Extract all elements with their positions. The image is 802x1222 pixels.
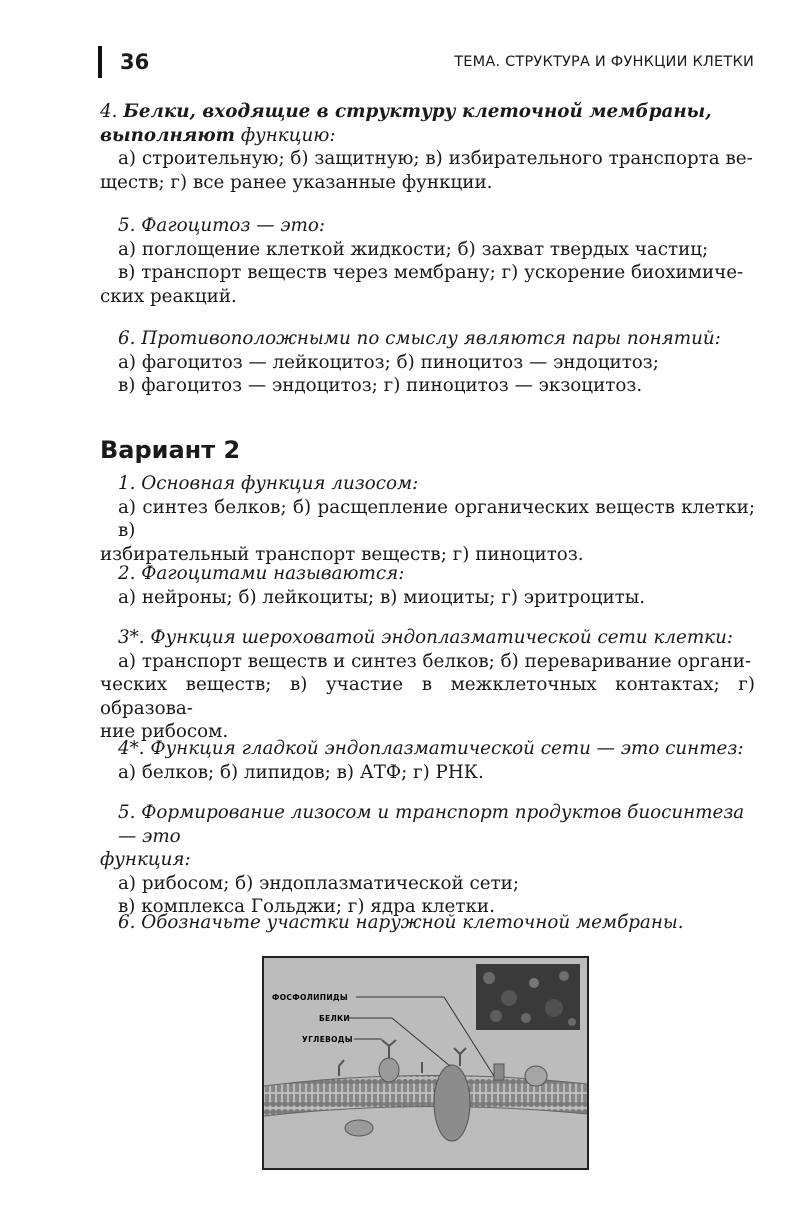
question-text: 5. Фагоцитоз — это: (118, 215, 326, 236)
answer-options: а) рибосом; б) эндоплазматической сети; в) комплекса Гольджи; г) ядра клетки. (118, 872, 519, 917)
question-block-5 (100, 214, 755, 308)
peripheral-protein (379, 1058, 399, 1082)
variant2-question-1 (100, 472, 755, 566)
question-block-6 (100, 327, 755, 398)
question-text: 1. Основная функция лизосом: (118, 473, 419, 494)
page-header (98, 44, 758, 80)
question-block-4 (100, 100, 755, 194)
question-text: 2. Фагоцитами называются: (118, 563, 405, 584)
answer-options: а) синтез белков; б) расщепление органических веществ клетки; в) избирательный транспорт веществ; г) пиноцитоз. (100, 496, 755, 565)
running-title: ТЕМА. СТРУКТУРА И ФУНКЦИИ КЛЕТКИ (454, 54, 754, 70)
page-number: 36 (120, 50, 150, 74)
variant-heading: Вариант 2 (100, 436, 241, 464)
answer-options: а) транспорт веществ и синтез белков; б) переваривание органи- ческих веществ; в) участие в межклеточных контактах; г) образова- ние рибосом. (100, 650, 755, 742)
variant2-question-5 (100, 801, 755, 919)
answer-options: а) поглощение клеткой жидкости; б) захват твердых частиц; в) транспорт веществ через мембрану; г) ускорение биохимиче- ских реакций. (100, 238, 744, 307)
membrane-figure (262, 956, 589, 1170)
question-text: 4*. Функция гладкой эндоплазматической сети — это синтез: (118, 738, 744, 759)
answer-options: а) нейроны; б) лейкоциты; в) миоциты; г) эритроциты. (118, 586, 646, 608)
answer-options: а) фагоцитоз — лейкоцитоз; б) пиноцитоз — эндоцитоз; в) фагоцитоз — эндоцитоз; г) пиноцитоз — экзоцитоз. (118, 351, 659, 396)
question-text: 3*. Функция шероховатой эндоплазматической сети клетки: (118, 627, 734, 648)
membrane-illustration (264, 958, 587, 1168)
header-rule (98, 46, 102, 78)
variant2-question-3 (100, 626, 755, 744)
question-text: 4. Белки, входящие в структуру клеточной мембраны, выполняют функцию: (100, 101, 712, 146)
surface-protein (525, 1066, 547, 1086)
variant2-question-2 (100, 562, 755, 609)
integral-protein (434, 1065, 470, 1141)
question-text: 6. Противоположными по смыслу являются пары понятий: (118, 328, 721, 349)
answer-options: а) строительную; б) защитную; в) избирательного транспорта ве- ществ; г) все ранее указанные функции. (100, 148, 753, 193)
inner-protein (345, 1120, 373, 1136)
label-phospholipids: ФОСФОЛИПИДЫ (272, 993, 348, 1002)
question-text: 6. Обозначьте участки наружной клеточной мембраны. (118, 912, 684, 933)
variant2-question-4 (100, 737, 755, 784)
variant2-question-6 (100, 911, 755, 935)
label-proteins: БЕЛКИ (319, 1014, 350, 1023)
answer-options: а) белков; б) липидов; в) АТФ; г) РНК. (118, 761, 484, 783)
question-text-cont: функция: (100, 849, 191, 870)
label-carbohydrates: УГЛЕВОДЫ (302, 1035, 353, 1044)
question-text: 5. Формирование лизосом и транспорт продуктов биосинтеза — это (118, 802, 745, 847)
channel-protein (494, 1064, 504, 1080)
